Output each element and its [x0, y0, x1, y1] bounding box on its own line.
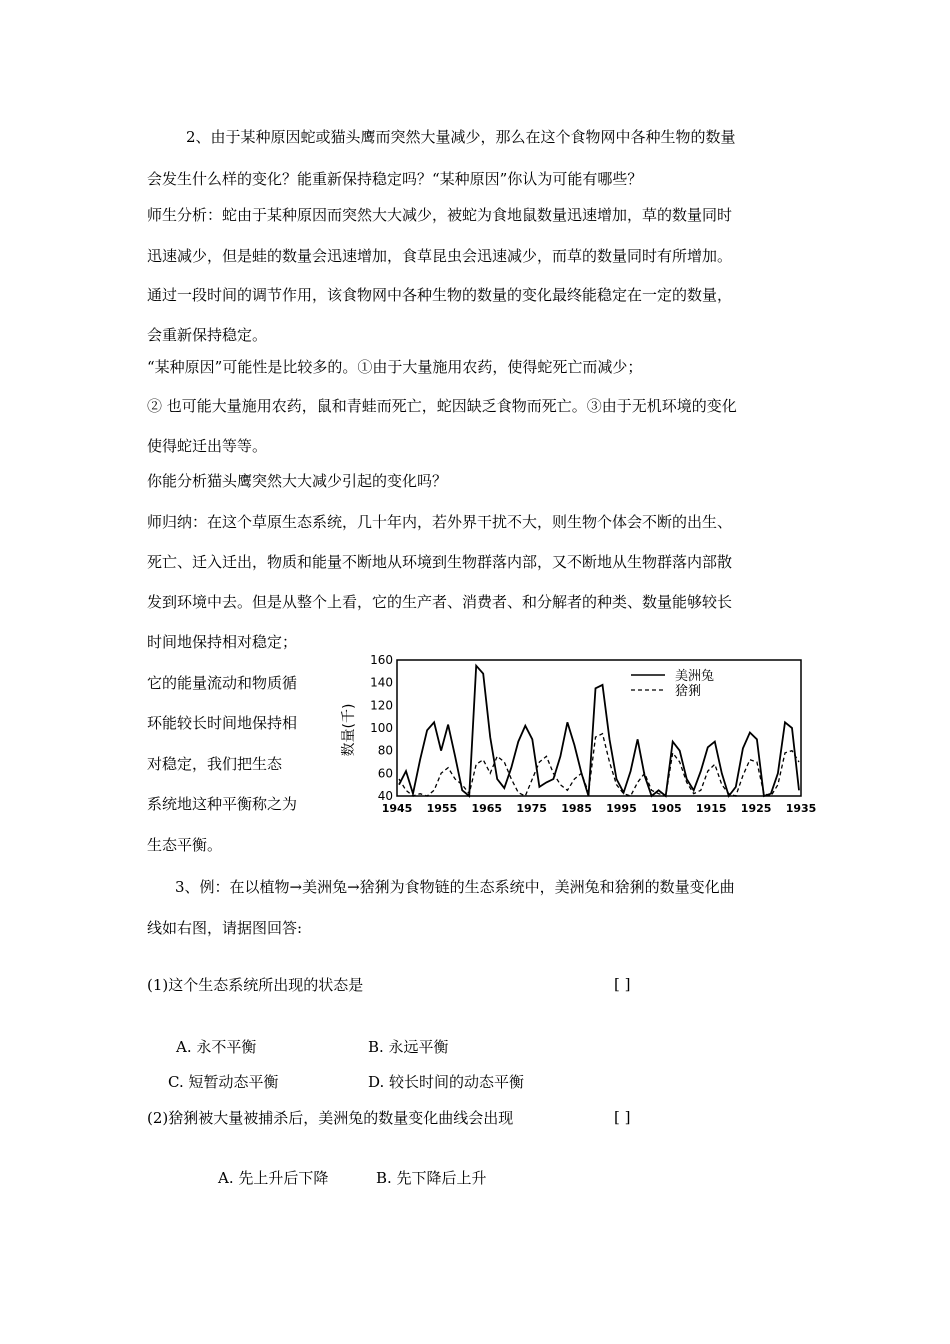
x-tick-label: 1965	[471, 802, 503, 815]
text-line: 3、例：在以植物→美洲兔→猞猁为食物链的生态系统中，美洲兔和猞猁的数量变化曲	[175, 878, 735, 896]
legend	[631, 669, 714, 699]
text-line: 生态平衡。	[147, 836, 223, 854]
y-tick-label: 140	[370, 675, 393, 690]
x-tick-label: 1935	[785, 802, 817, 815]
text-line: 师生分析：蛇由于某种原因而突然大大减少，被蛇为食地鼠数量迅速增加，草的数量同时	[147, 206, 733, 224]
text-line: 系统地这种平衡称之为	[147, 795, 298, 813]
y-tick-label: 160	[370, 653, 393, 667]
x-tick-label: 1995	[606, 802, 637, 815]
option-d: D. 较长时间的动态平衡	[368, 1073, 525, 1091]
legend-label: 美洲兔	[675, 669, 715, 684]
y-axis	[370, 653, 393, 803]
text-line: 线如右图，请据图回答:	[147, 919, 303, 937]
y-axis-label: 数量(千)	[341, 703, 357, 757]
y-tick-label: 40	[377, 789, 393, 803]
text-line: 它的能量流动和物质循	[147, 674, 298, 692]
answer-bracket: [ ]	[614, 975, 631, 993]
text-line: 环能较长时间地保持相	[147, 714, 298, 732]
plot-frame	[397, 660, 801, 796]
y-tick-label: 60	[377, 766, 393, 781]
population-chart	[341, 650, 817, 822]
series-line-hare	[399, 666, 799, 796]
x-tick-label: 1945	[381, 802, 413, 815]
text-line: 通过一段时间的调节作用，该食物网中各种生物的数量的变化最终能稳定在一定的数量，	[147, 286, 733, 304]
option-b: B. 永远平衡	[368, 1038, 449, 1056]
text-line: 死亡、迁入迁出，物质和能量不断地从环境到生物群落内部，又不断地从生物群落内部散	[147, 553, 733, 571]
option-a: A. 永不平衡	[176, 1038, 257, 1056]
text-line: “某种原因”可能性是比较多的。①由于大量施用农药，使得蛇死亡而减少；	[147, 358, 643, 376]
x-tick-label: 1985	[561, 802, 592, 815]
x-tick-label: 1975	[516, 802, 547, 815]
y-tick-label: 100	[370, 721, 393, 735]
text-line: 使得蛇迁出等等。	[147, 437, 268, 455]
text-line: 发到环境中去。但是从整个上看，它的生产者、消费者、和分解者的种类、数量能够较长	[147, 593, 733, 611]
text-line: 会重新保持稳定。	[147, 326, 268, 344]
text-line: 对稳定，我们把生态	[147, 755, 283, 773]
text-line: 时间地保持相对稳定；	[147, 633, 298, 651]
x-tick-label: 1955	[426, 802, 458, 815]
answer-bracket: [ ]	[614, 1108, 631, 1126]
text-line: 师归纳：在这个草原生态系统，几十年内，若外界干扰不大，则生物个体会不断的出生、	[147, 513, 733, 531]
series-layer	[399, 666, 799, 796]
option-a: A. 先上升后下降	[218, 1169, 329, 1187]
text-line: ② 也可能大量施用农药，鼠和青蛙而死亡，蛇因缺乏食物而死亡。③由于无机环境的变化	[147, 397, 737, 415]
x-tick-label: 1905	[651, 802, 682, 815]
legend-label: 猞猁	[675, 684, 702, 699]
x-axis	[382, 802, 817, 815]
option-b: B. 先下降后上升	[376, 1169, 487, 1187]
x-tick-label: 1915	[695, 802, 727, 815]
question-text: (2)猞猁被大量被捕杀后，美洲兔的数量变化曲线会出现	[147, 1109, 514, 1127]
text-line: 迅速减少，但是蛙的数量会迅速增加，食草昆虫会迅速减少，而草的数量同时有所增加。	[147, 247, 733, 265]
text-line: 会发生什么样的变化？能重新保持稳定吗？“某种原因”你认为可能有哪些？	[147, 170, 643, 188]
option-c: C. 短暂动态平衡	[168, 1073, 279, 1091]
text-line: 2、由于某种原因蛇或猫头鹰而突然大量减少，那么在这个食物网中各种生物的数量	[186, 128, 736, 146]
x-tick-label: 1925	[740, 802, 772, 815]
y-tick-label: 80	[377, 743, 393, 758]
text-line: 你能分析猫头鹰突然大大减少引起的变化吗？	[147, 472, 448, 490]
question-text: (1)这个生态系统所出现的状态是	[147, 976, 364, 994]
y-tick-label: 120	[370, 698, 393, 713]
